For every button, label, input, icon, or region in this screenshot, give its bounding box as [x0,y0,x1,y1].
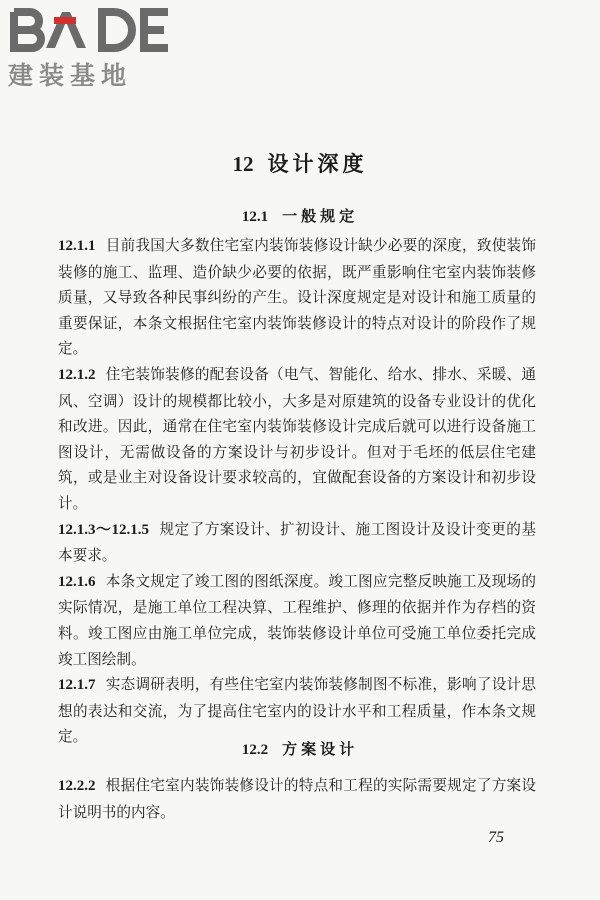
section-heading-12-2 [0,738,600,759]
clause-number: 12.1.6 [58,573,96,590]
chapter-number: 12 [232,152,254,176]
clause-number: 12.1.3～12.1.5 [58,521,149,538]
clause-text: 本条文规定了竣工图的图纸深度。竣工图应完整反映施工及现场的实际情况，是施工单位工程决算、工程维护、修理的依据并作为存档的资料。竣工图应由施工单位完成，装饰装修设计单位可受施工单位委托完成竣工图绘制。 [58,572,536,668]
section-heading-12-1 [0,205,600,226]
section-title: 方案设计 [282,740,359,758]
section-number: 12.2 [241,742,269,758]
bade-logo-icon [8,8,174,52]
section-number: 12.1 [241,209,269,225]
section-body-12-1 [58,233,536,750]
clause-paragraph [58,362,536,517]
clause-number: 12.1.7 [58,677,96,694]
clause-text: 住宅装饰装修的配套设备（电气、智能化、给水、排水、采暖、通风、空调）设计的规模都比较小，大多是对原建筑的设备专业设计的优化和改进。因此，通常在住宅室内装饰装修设计完成后就可以进行设备施工图设计，无需做设备的方案设计与初步设计。但对于毛坯的低层住宅建筑，或是业主对设备设计要求较高的，宜做配套设备的方案设计和初步设计。 [58,365,536,512]
section-body-12-2 [58,773,536,825]
section-title: 一般规定 [282,207,359,225]
clause-number: 12.2.2 [58,778,96,794]
bade-logo-mark [8,6,178,52]
chapter-heading [0,148,600,178]
clause-text: 实态调研表明，有些住宅室内装饰装修制图不标准，影响了设计思想的表达和交流，为了提高住宅室内的设计水平和工程质量，作本条文规定。 [58,676,536,746]
logo-subtitle: 建装基地 [8,61,133,90]
clause-paragraph [58,517,536,569]
clause-paragraph [58,773,536,825]
clause-text: 规定了方案设计、扩初设计、施工图设计及设计变更的基本要求。 [58,520,536,565]
clause-number: 12.1.1 [58,238,96,254]
chapter-title: 设计深度 [267,151,368,176]
clause-paragraph [58,569,536,672]
page-number: 75 [488,829,504,846]
clause-text: 根据住宅室内装饰装修设计的特点和工程的实际需要规定了方案设计说明书的内容。 [58,777,536,821]
clause-number: 12.1.2 [58,366,96,383]
clause-text: 目前我国大多数住宅室内装饰装修设计缺少必要的深度，致使装饰装修的施工、监理、造价缺少必要的依据，既严重影响住宅室内装饰装修质量，又导致各种民事纠纷的产生。设计深度规定是对设计和施工质量的重要保证，本条文根据住宅室内装饰装修设计的特点对设计的阶段作了规定。 [58,237,536,358]
brand-logo [8,6,178,92]
clause-paragraph [58,233,536,362]
